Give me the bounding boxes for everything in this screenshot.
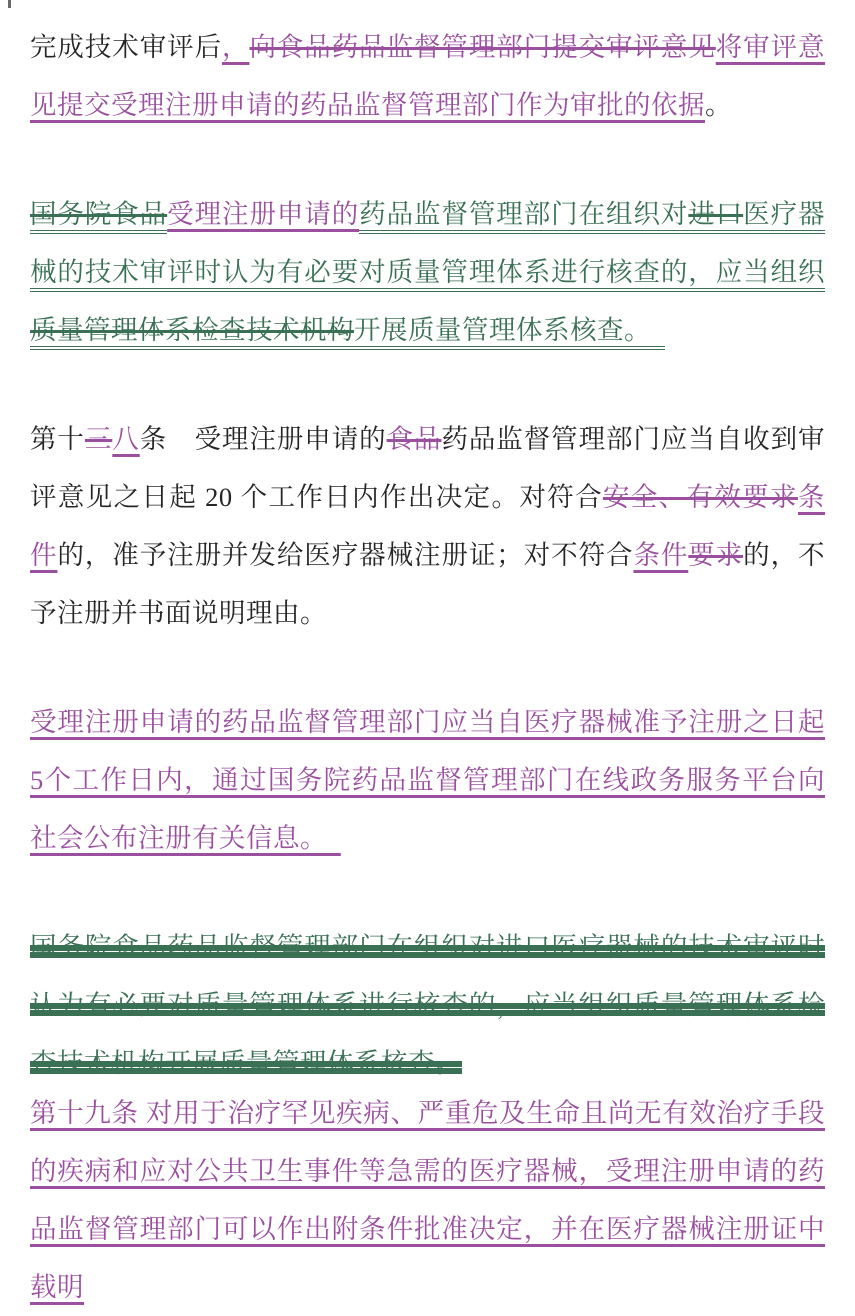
text-segment-moved-to: 医疗器械的技术审评时认为有必要对质量管理体系进行核查的，应当组织 xyxy=(30,199,825,292)
text-segment-moved-from: 国务院食品药品监督管理部门在组织对进口医疗器械的技术审评时认为有必要对质量管理体系进行核查的，应当组织质量管理体系检查技术机构开展质量管理体系核查。 xyxy=(30,932,825,1078)
text-segment-del: 安全、有效要求 xyxy=(602,482,799,512)
text-segment-ins: 条件 xyxy=(633,540,689,570)
text-segment-ins: ， xyxy=(222,32,250,62)
text-segment-ins: 条件 xyxy=(30,482,826,570)
text-segment-moved-del: 质量管理体系检查技术机构 xyxy=(30,315,354,350)
text-segment-ins: 受理注册申请的 xyxy=(167,199,360,229)
paragraph-publish-registration-info xyxy=(30,693,825,867)
text-segment-normal: 的，准予注册并发给医疗器械注册证；对不符合 xyxy=(57,540,634,570)
text-segment-moved-del: 国务院食品 xyxy=(30,199,167,234)
paragraph-quality-system-moved-to xyxy=(30,185,825,359)
text-segment-ins: 第十九条 对用于治疗罕见疾病、严重危及生命且尚无有效治疗手段的疾病和应对公共卫生事件等急需的医疗器械，受理注册申请的药品监督管理部门可以作出附条件批准决定，并在医疗器械注册证中载明 xyxy=(30,1098,825,1302)
paragraph-quality-system-moved-from xyxy=(30,918,825,1092)
text-segment-normal: 药品监督管理部门应当自收到审评意见之日起 20 个工作日内作出决定。对符合 xyxy=(30,424,826,512)
paragraph-article-19 xyxy=(30,1084,825,1316)
text-segment-moved-to: 药品监督管理部门在组织对 xyxy=(359,199,688,234)
text-segment-normal: 。 xyxy=(705,90,732,120)
text-segment-ins: 将审评意见提交受理注册申请的药品监督管理部门作为审批的依据 xyxy=(30,32,826,120)
paragraph-review-opinion xyxy=(30,18,825,134)
text-segment-ins: 受理注册申请的药品监督管理部门应当自医疗器械准予注册之日起5个工作日内，通过国务院药品监督管理部门在线政务服务平台向社会公布注册有关信息。 xyxy=(30,707,825,853)
text-segment-normal: 的，不予注册并书面说明理由。 xyxy=(30,540,826,628)
text-segment-ins: 八 xyxy=(112,424,140,454)
text-segment-normal: 条 受理注册申请的 xyxy=(139,424,387,454)
document-body xyxy=(30,18,825,1316)
text-segment-normal: 完成技术审评后 xyxy=(30,32,222,62)
paragraph-article-18 xyxy=(30,410,825,642)
text-segment-del: 向食品药品监督管理部门提交审评意见 xyxy=(249,32,716,62)
text-segment-del: 三 xyxy=(84,424,113,454)
text-segment-normal: 第十 xyxy=(30,424,85,454)
text-segment-del: 要求 xyxy=(688,540,744,570)
scan-artifact-mark xyxy=(8,0,11,8)
text-segment-moved-to: 开展质量管理体系核查。 xyxy=(354,315,665,350)
text-segment-del: 食品 xyxy=(386,424,442,454)
text-segment-moved-del: 进口 xyxy=(688,199,743,234)
